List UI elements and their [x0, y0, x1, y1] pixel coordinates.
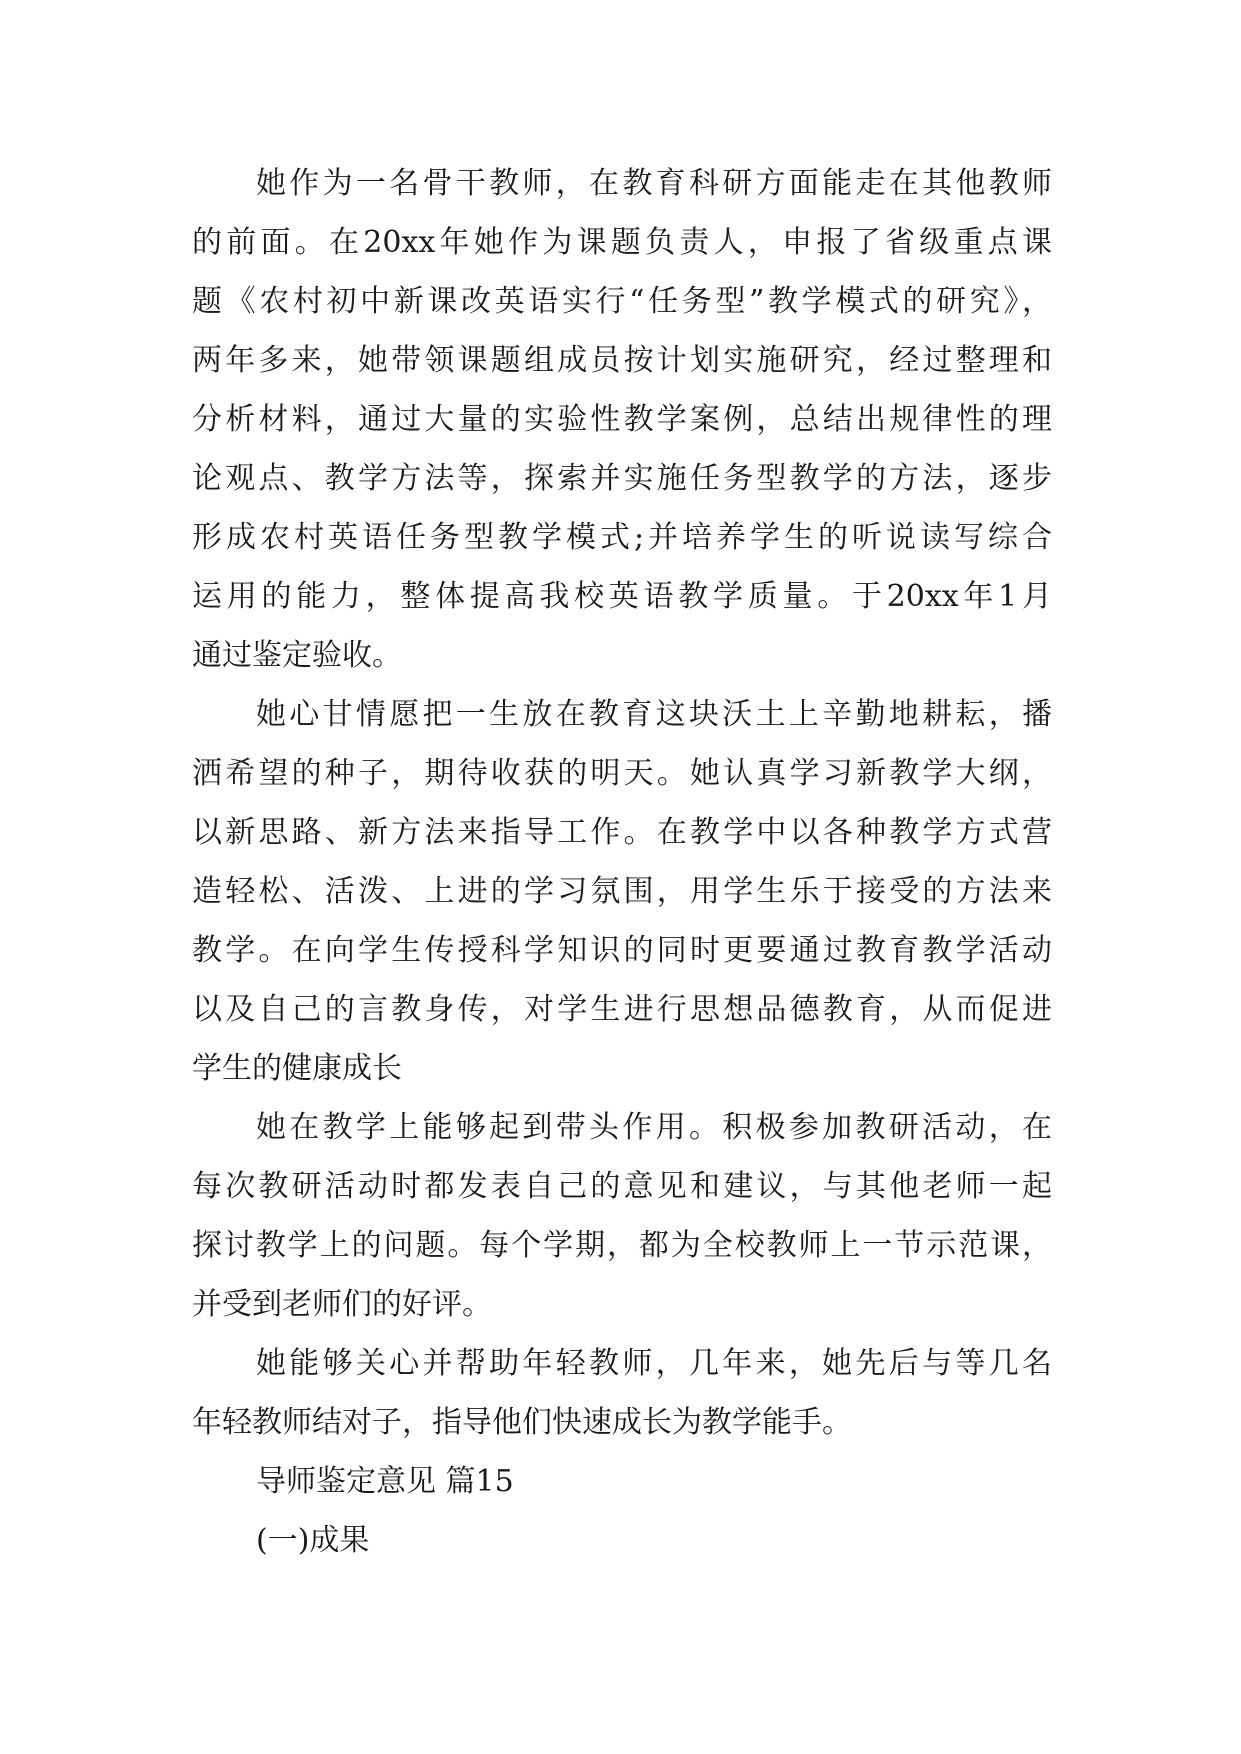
text-line: 每次教研活动时都发表自己的意见和建议，与其他老师一起 — [192, 1169, 1052, 1204]
text-line: 运用的能力，整体提高我校英语教学质量。于20xx年1月 — [192, 579, 1052, 614]
text-line: 造轻松、活泼、上进的学习氛围，用学生乐于接受的方法来 — [192, 874, 1052, 909]
text-line: 形成农村英语任务型教学模式;并培养学生的听说读写综合 — [192, 520, 1052, 555]
text-line: 学生的健康成长 — [192, 1051, 402, 1086]
text-line: 以及自己的言教身传，对学生进行思想品德教育，从而促进 — [192, 992, 1052, 1027]
paragraph-3 — [192, 1098, 1052, 1334]
text-line: 的前面。在20xx年她作为课题负责人，申报了省级重点课 — [192, 225, 1052, 260]
document-body — [192, 154, 1052, 1570]
section-heading: 导师鉴定意见 篇15 — [256, 1464, 514, 1499]
text-line: 分析材料，通过大量的实验性教学案例，总结出规律性的理 — [192, 402, 1052, 437]
sub-heading: (一)成果 — [256, 1523, 370, 1558]
text-line: 题《农村初中新课改英语实行“任务型”教学模式的研究》， — [192, 284, 1052, 319]
paragraph-4 — [192, 1334, 1052, 1452]
text-line: 以新思路、新方法来指导工作。在教学中以各种教学方式营 — [192, 815, 1052, 850]
paragraph-1 — [192, 154, 1052, 685]
text-line: 她作为一名骨干教师，在教育科研方面能走在其他教师 — [256, 166, 1052, 201]
text-line: 论观点、教学方法等，探索并实施任务型教学的方法，逐步 — [192, 461, 1052, 496]
text-line: 她心甘情愿把一生放在教育这块沃土上辛勤地耕耘，播 — [256, 697, 1052, 732]
text-line: 年轻教师结对子，指导他们快速成长为教学能手。 — [192, 1405, 852, 1440]
text-line: 洒希望的种子，期待收获的明天。她认真学习新教学大纲， — [192, 756, 1052, 791]
text-line: 探讨教学上的问题。每个学期，都为全校教师上一节示范课， — [192, 1228, 1052, 1263]
paragraph-2 — [192, 685, 1052, 1098]
text-line: 教学。在向学生传授科学知识的同时更要通过教育教学活动 — [192, 933, 1052, 968]
text-line: 两年多来，她带领课题组成员按计划实施研究，经过整理和 — [192, 343, 1052, 378]
text-line: 并受到老师们的好评。 — [192, 1287, 492, 1322]
text-line: 她在教学上能够起到带头作用。积极参加教研活动，在 — [256, 1110, 1052, 1145]
text-line: 通过鉴定验收。 — [192, 638, 402, 673]
text-line: 她能够关心并帮助年轻教师，几年来，她先后与等几名 — [256, 1346, 1052, 1381]
